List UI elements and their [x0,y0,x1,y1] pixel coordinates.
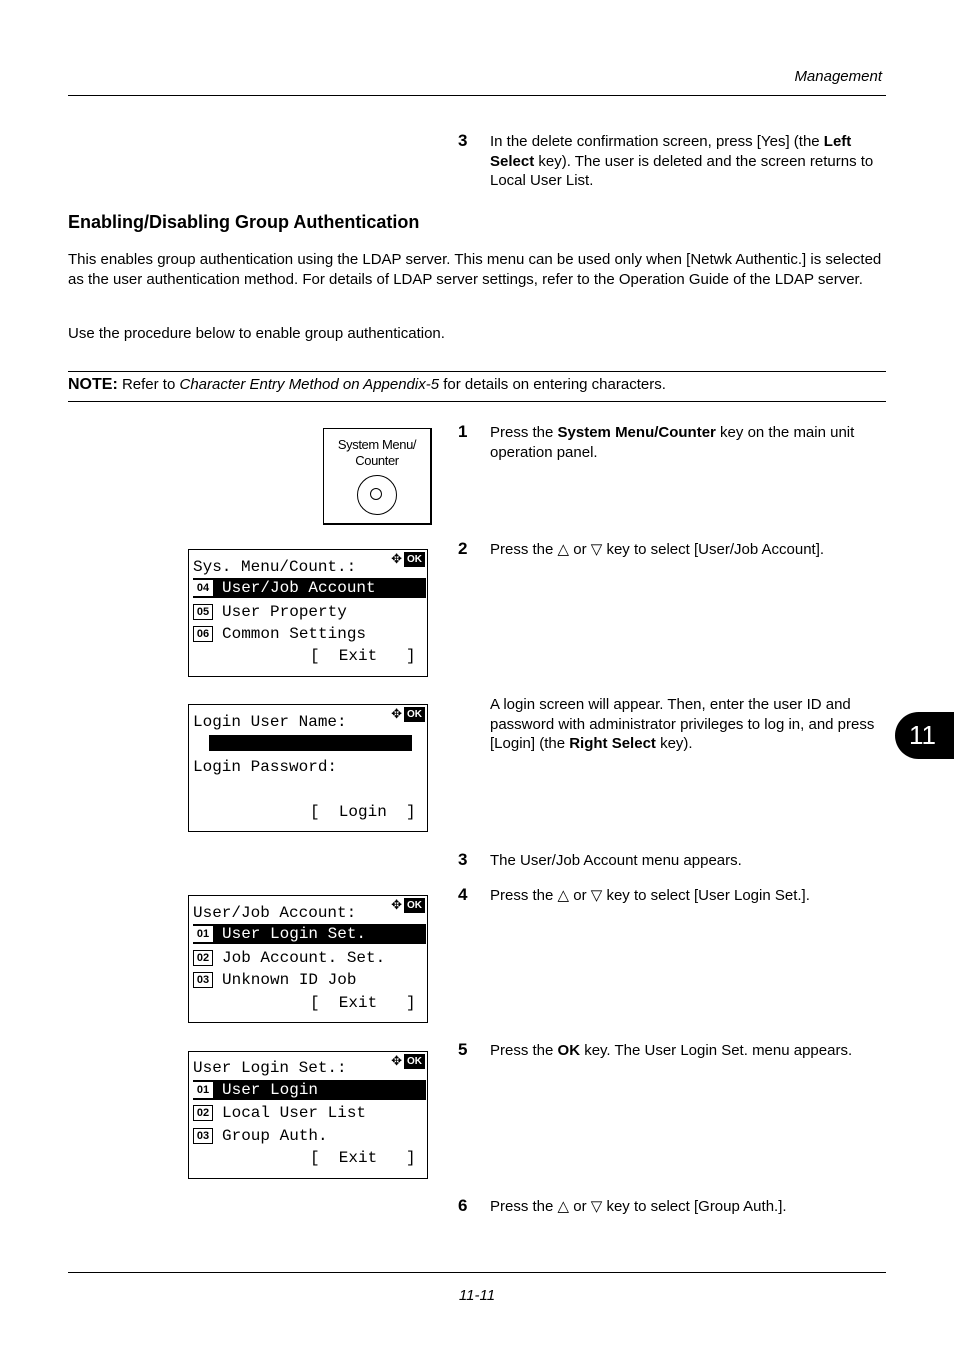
note: NOTE: Refer to Character Entry Method on Appendix-5 for details on entering characters. [68,376,666,393]
lcd-title: Login User Name: [193,713,347,731]
lcd-menu-item: 06 Common Settings [193,624,366,644]
step-number: 3 [458,850,468,869]
step-text: A login screen will appear. Then, enter the user ID and password with administrator privileges to log in, and press [Login] (the Right Select key). [490,696,875,752]
step-text: Press the △ or ▽ key to select [User Login Set.]. [490,887,810,904]
cross-arrow-icon: ✥ [391,707,402,722]
lcd-menu-item: 04 User/Job Account [193,578,426,598]
ok-icon: OK [404,898,425,913]
lcd-title: User/Job Account: [193,904,357,922]
step-text: The User/Job Account menu appears. [490,852,742,869]
key-label: System Menu/ Counter [337,437,417,468]
lcd-title: User Login Set.: [193,1059,347,1077]
lcd-screen-sys-menu [188,549,428,677]
lcd-menu-item: 05 User Property [193,602,347,622]
user-name-input [209,735,412,751]
chapter-tab: 11 [895,712,954,759]
note-top-rule [68,371,886,372]
nav-ok-icon [391,898,425,914]
header-rule [68,95,886,96]
lcd-menu-item: 01 User Login Set. [193,924,426,944]
nav-ok-icon [391,1054,425,1070]
step-text: Press the △ or ▽ key to select [Group Auth.]. [490,1198,787,1215]
lcd-softkey: [ Exit ] [310,1149,416,1167]
running-header: Management [794,68,882,85]
section-paragraph: This enables group authentication using the LDAP server. This menu can be used only when [Netwk Authentic.] is selected as the user authentication method. For details of LDAP server settings, refer to the Operation Guide of the LDAP server. [68,251,882,288]
step-text: In the delete confirmation screen, press [Yes] (the Left Select key). The user is deleted and the screen returns to Local User List. [490,133,874,189]
ok-icon: OK [404,707,425,722]
lcd-menu-item: 02 Local User List [193,1103,366,1123]
lcd-menu-item: 03 Group Auth. [193,1126,328,1146]
lcd-softkey: [ Exit ] [310,647,416,665]
step-number: 1 [458,422,468,441]
cross-arrow-icon: ✥ [391,552,402,567]
step-number: 6 [458,1196,468,1215]
step-number: 5 [458,1040,468,1059]
footer-rule [68,1272,886,1273]
lcd-label: Login Password: [193,758,338,776]
ok-icon: OK [404,552,425,567]
step-number: 4 [458,885,468,904]
lcd-screen-user-job-account [188,895,428,1023]
lcd-screen-user-login-set [188,1051,428,1179]
cross-arrow-icon: ✥ [391,1054,402,1069]
step-text: Press the OK key. The User Login Set. menu appears. [490,1042,853,1059]
section-paragraph-2: Use the procedure below to enable group authentication. [68,325,445,342]
lcd-softkey: [ Login ] [310,803,416,821]
system-menu-counter-key [323,428,432,525]
ok-icon: OK [404,1054,425,1069]
step-text: Press the System Menu/Counter key on the main unit operation panel. [490,424,855,461]
note-bottom-rule [68,401,886,402]
lcd-menu-item: 02 Job Account. Set. [193,948,385,968]
lcd-softkey: [ Exit ] [310,994,416,1012]
key-button-icon [357,475,397,515]
lcd-title: Sys. Menu/Count.: [193,558,357,576]
lcd-screen-login [188,704,428,832]
step-number: 3 [458,131,468,150]
cross-arrow-icon: ✥ [391,898,402,913]
lcd-menu-item: 01 User Login [193,1080,426,1100]
step-text: Press the △ or ▽ key to select [User/Job Account]. [490,541,825,558]
nav-ok-icon [391,552,425,568]
section-title: Enabling/Disabling Group Authentication [68,212,420,232]
nav-ok-icon [391,707,425,723]
lcd-menu-item: 03 Unknown ID Job [193,970,356,990]
page-number: 11-11 [458,1287,496,1304]
step-number: 2 [458,539,468,558]
